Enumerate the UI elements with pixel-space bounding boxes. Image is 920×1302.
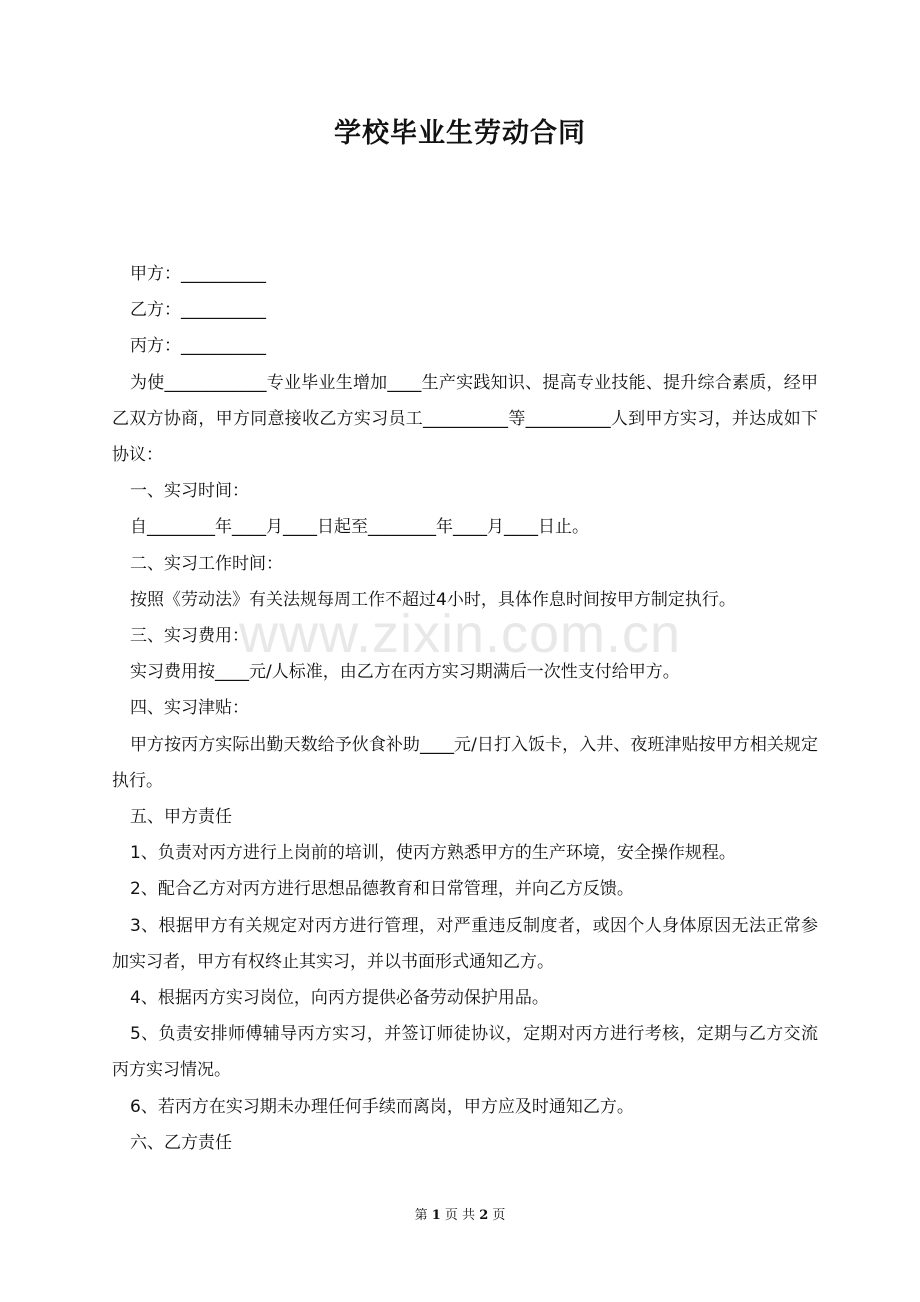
party-a-duty-4: 4、根据丙方实习岗位，向丙方提供必备劳动保护用品。 [130, 988, 549, 1009]
party-a-duty-2: 2、配合乙方对丙方进行思想品德教育和日常管理，并向乙方反馈。 [130, 879, 634, 900]
party-a-duty-3: 3、根据甲方有关规定对丙方进行管理，对严重违反制度者，或因个人身体原因无法正常参加实习者，甲方有权终止其实习，并以书面形式通知乙方。 [112, 915, 818, 972]
footer-page-number: 1 [431, 1208, 441, 1223]
section-heading-allowance: 四、实习津贴： [130, 698, 249, 719]
section-heading-party-a-duties: 五、甲方责任 [130, 807, 232, 828]
party-a-line: 甲方：__________ [130, 264, 266, 284]
internship-period-line: 自________年____月____日起至________年____月____日止。 [130, 517, 589, 538]
party-a-duty-1: 1、负责对丙方进行上岗前的培训，使丙方熟悉甲方的生产环境，安全操作规程。 [130, 843, 736, 864]
footer-middle: 页 共 [444, 1208, 476, 1223]
internship-fee-paragraph: 实习费用按____元/人标准，由乙方在丙方实习期满后一次性支付给甲方。 [130, 662, 680, 683]
section-heading-internship-time: 一、实习时间： [130, 481, 249, 502]
section-heading-party-b-duties: 六、乙方责任 [130, 1132, 232, 1153]
watermark: www.zixin.com.cn [238, 604, 682, 664]
footer-prefix: 第 [414, 1208, 428, 1223]
page-footer [0, 1206, 920, 1226]
allowance-paragraph: 甲方按丙方实际出勤天数给予伙食补助____元/日打入饭卡，入井、夜班津贴按甲方相关规定执行。 [112, 734, 818, 791]
document-body [112, 256, 818, 1161]
party-c-line: 丙方：__________ [130, 336, 266, 357]
party-a-duty-6: 6、若丙方在实习期未办理任何手续而离岗，甲方应及时通知乙方。 [130, 1096, 634, 1117]
footer-total-pages: 2 [479, 1208, 489, 1223]
work-hours-paragraph: 按照《劳动法》有关法规每周工作不超过4小时，具体作息时间按甲方制定执行。 [130, 589, 736, 610]
section-heading-internship-fee: 三、实习费用： [130, 626, 249, 647]
section-heading-work-hours: 二、实习工作时间： [130, 553, 283, 574]
footer-suffix: 页 [492, 1208, 506, 1223]
preamble-paragraph: 为使____________专业毕业生增加____生产实践知识、提高专业技能、提升综合素质，经甲乙双方协商，甲方同意接收乙方实习员工__________等__________人到甲方实习，并达成如下协议： [112, 372, 818, 466]
party-a-duty-5: 5、负责安排师傅辅导丙方实习，并签订师徒协议，定期对丙方进行考核，定期与乙方交流丙方实习情况。 [112, 1024, 818, 1081]
document-title: 学校毕业生劳动合同 [334, 118, 586, 149]
party-b-line: 乙方：__________ [130, 300, 266, 321]
